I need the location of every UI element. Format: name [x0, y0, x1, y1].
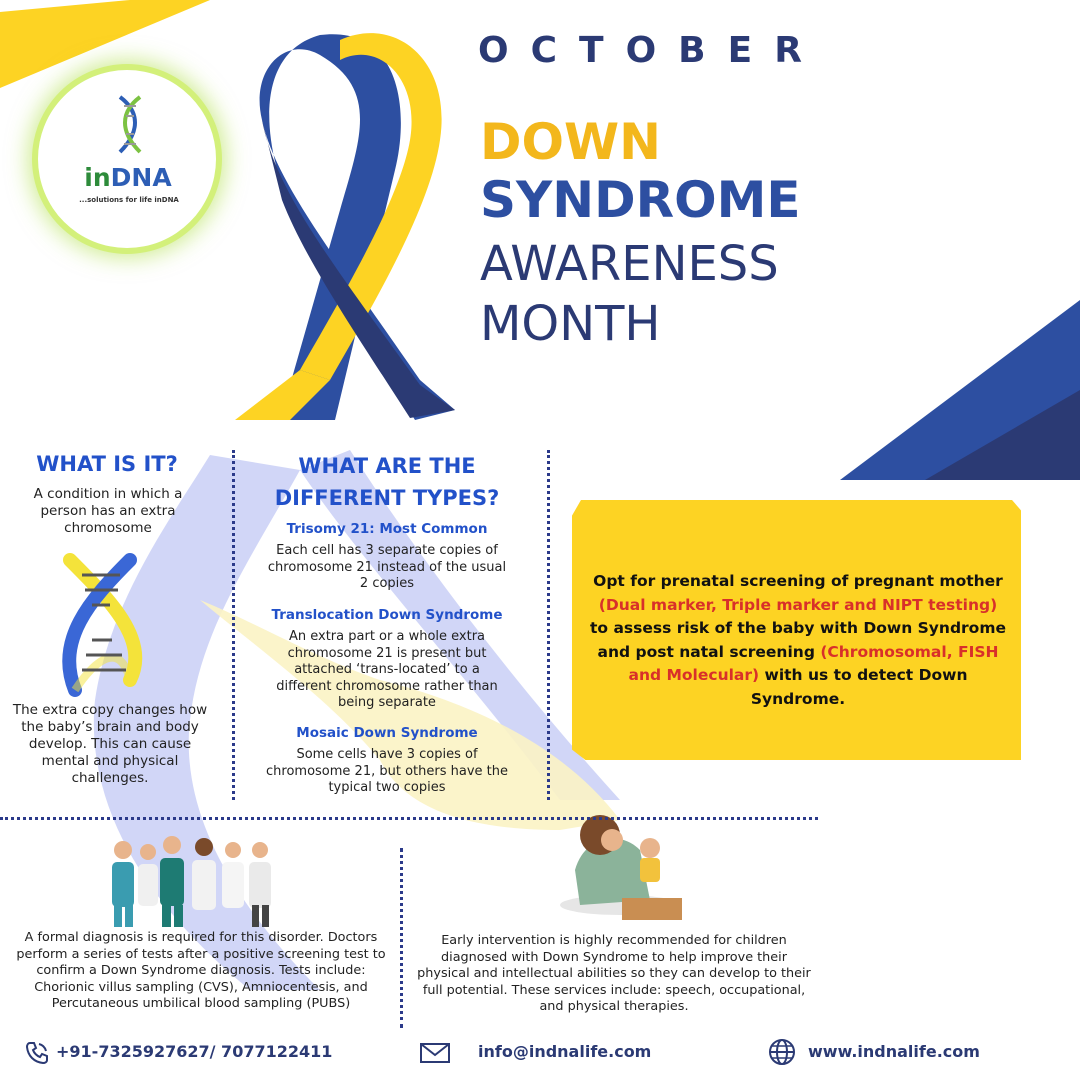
divider-vertical-1: [232, 450, 235, 800]
promo-text-3: with us to detect Down Syndrome.: [750, 666, 968, 708]
phone-icon: [24, 1040, 50, 1066]
early-intervention-text: Early intervention is highly recommended for children diagnosed with Down Syndrome to help improve their physical and intellectual abilities so they can develop to their full potential. These services include: speech, occupational, and physical therapies.: [417, 933, 811, 1014]
what-is-it-description: A condition in which a person has an extra chromosome: [33, 486, 183, 536]
title-line-down: DOWN: [480, 113, 662, 171]
divider-vertical-2: [547, 450, 550, 800]
type-text-mosaic: Some cells have 3 copies of chromosome 21, but others have the typical two copies: [266, 747, 508, 795]
title-line-syndrome: SYNDROME: [480, 171, 801, 229]
type-title-mosaic: Mosaic Down Syndrome: [296, 725, 478, 741]
title-line-awareness: AWARENESS: [480, 236, 779, 292]
dna-helix-icon: [69, 560, 135, 690]
logo-dna-icon: [100, 92, 160, 162]
logo-tagline: ...solutions for life inDNA: [79, 196, 179, 204]
month-label: OCTOBER: [478, 30, 824, 71]
divider-vertical-3: [400, 848, 403, 1028]
divider-horizontal: [0, 817, 818, 820]
type-title-translocation: Translocation Down Syndrome: [271, 607, 503, 623]
footer-phone[interactable]: +91-7325927627/ 7077122411: [56, 1042, 333, 1061]
what-is-it-effect: The extra copy changes how the baby’s brain and body develop. This can cause mental and physical challenges.: [12, 702, 208, 786]
logo-name-dna: DNA: [110, 163, 172, 192]
type-title-trisomy: Trisomy 21: Most Common: [286, 521, 488, 537]
promo-text-1: Opt for prenatal screening of pregnant mother: [593, 572, 1003, 590]
types-heading: WHAT ARE THE DIFFERENT TYPES?: [274, 454, 500, 510]
diagnosis-text: A formal diagnosis is required for this disorder. Doctors perform a series of tests after a positive screening test to confirm a Down Syndrome diagnosis. Tests include: Chorionic villus sampling (CVS), Amniocentesis, and Percutaneous umbilical blood sampling (PUBS): [16, 930, 386, 1011]
footer-website[interactable]: www.indnalife.com: [808, 1042, 980, 1061]
what-is-it-heading: WHAT IS IT?: [36, 452, 178, 476]
mail-icon: [420, 1043, 450, 1063]
mother-child-illustration: [560, 815, 682, 920]
promo-tests-prenatal: (Dual marker, Triple marker and NIPT testing): [598, 595, 998, 614]
promo-text: [588, 570, 1008, 711]
promo-tests-postnatal: (Chromosomal, FISH and Molecular): [628, 642, 999, 684]
type-text-translocation: An extra part or a whole extra chromosome 21 is present but attached ‘trans-located’ to a different chromosome rather than being separate: [276, 629, 498, 710]
footer-email[interactable]: info@indnalife.com: [478, 1042, 652, 1061]
promo-text-2: to assess risk of the baby with Down Syndrome and post natal screening: [590, 619, 1006, 661]
type-text-trisomy: Each cell has 3 separate copies of chromosome 21 instead of the usual 2 copies: [267, 543, 507, 591]
title-line-month: MONTH: [480, 296, 661, 352]
logo-name-in: in: [84, 163, 111, 192]
globe-icon: [768, 1038, 796, 1066]
logo-wordmark: [78, 163, 178, 192]
